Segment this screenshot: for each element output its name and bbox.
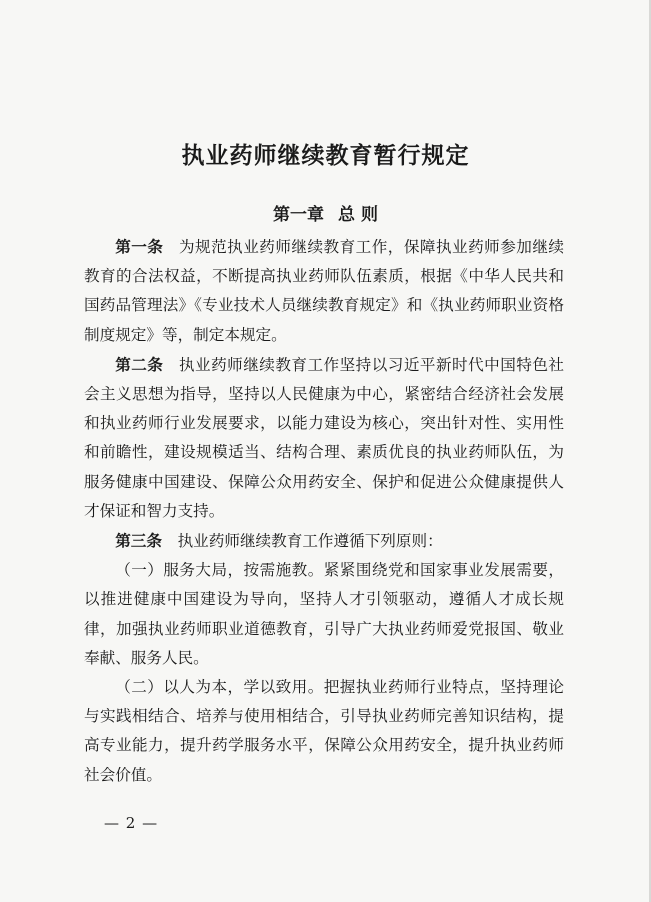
article-heading: 第三条 (115, 531, 162, 551)
article-3 (84, 526, 564, 556)
article-1 (84, 232, 564, 350)
document-body (84, 232, 564, 790)
article-heading: 第二条 (115, 354, 164, 374)
chapter-number: 第一章 (273, 205, 325, 225)
article-2 (84, 350, 564, 526)
principle-item-1: （一）服务大局，按需施教。紧紧围绕党和国家事业发展需要，以推进健康中国建设为导向，坚持人才引领驱动，遵循人才成长规律，加强执业药师职业道德教育，引导广大执业药师爱党报国、敬业奉献、服务人民。 (84, 561, 564, 667)
chapter-heading (0, 203, 651, 227)
article-text: 为规范执业药师继续教育工作，保障执业药师参加继续教育的合法权益，不断提高执业药师队伍素质，根据《中华人民共和国药品管理法》《专业技术人员继续教育规定》和《执业药师职业资格制度规定》等，制定本规定。 (84, 238, 564, 344)
principle-item-2: （二）以人为本，学以致用。把握执业药师行业特点，坚持理论与实践相结合、培养与使用相结合，引导执业药师完善知识结构，提高专业能力，提升药学服务水平，保障公众用药安全，提升执业药师社会价值。 (84, 678, 564, 784)
article-text: 执业药师继续教育工作遵循下列原则： (177, 532, 443, 551)
article-text: 执业药师继续教育工作坚持以习近平新时代中国特色社会主义思想为指导，坚持以人民健康为中心，紧密结合经济社会发展和执业药师行业发展要求，以能力建设为核心，突出针对性、实用性和前瞻性，建设规模适当、结构合理、素质优良的执业药师队伍，为服务健康中国建设、保障公众用药安全、保护和促进公众健康提供人才保证和智力支持。 (84, 355, 564, 520)
chapter-name: 总 则 (338, 205, 378, 225)
document-title: 执业药师继续教育暂行规定 (181, 142, 470, 169)
article-heading: 第一条 (115, 237, 164, 256)
page-number: — 2 — (104, 814, 159, 832)
